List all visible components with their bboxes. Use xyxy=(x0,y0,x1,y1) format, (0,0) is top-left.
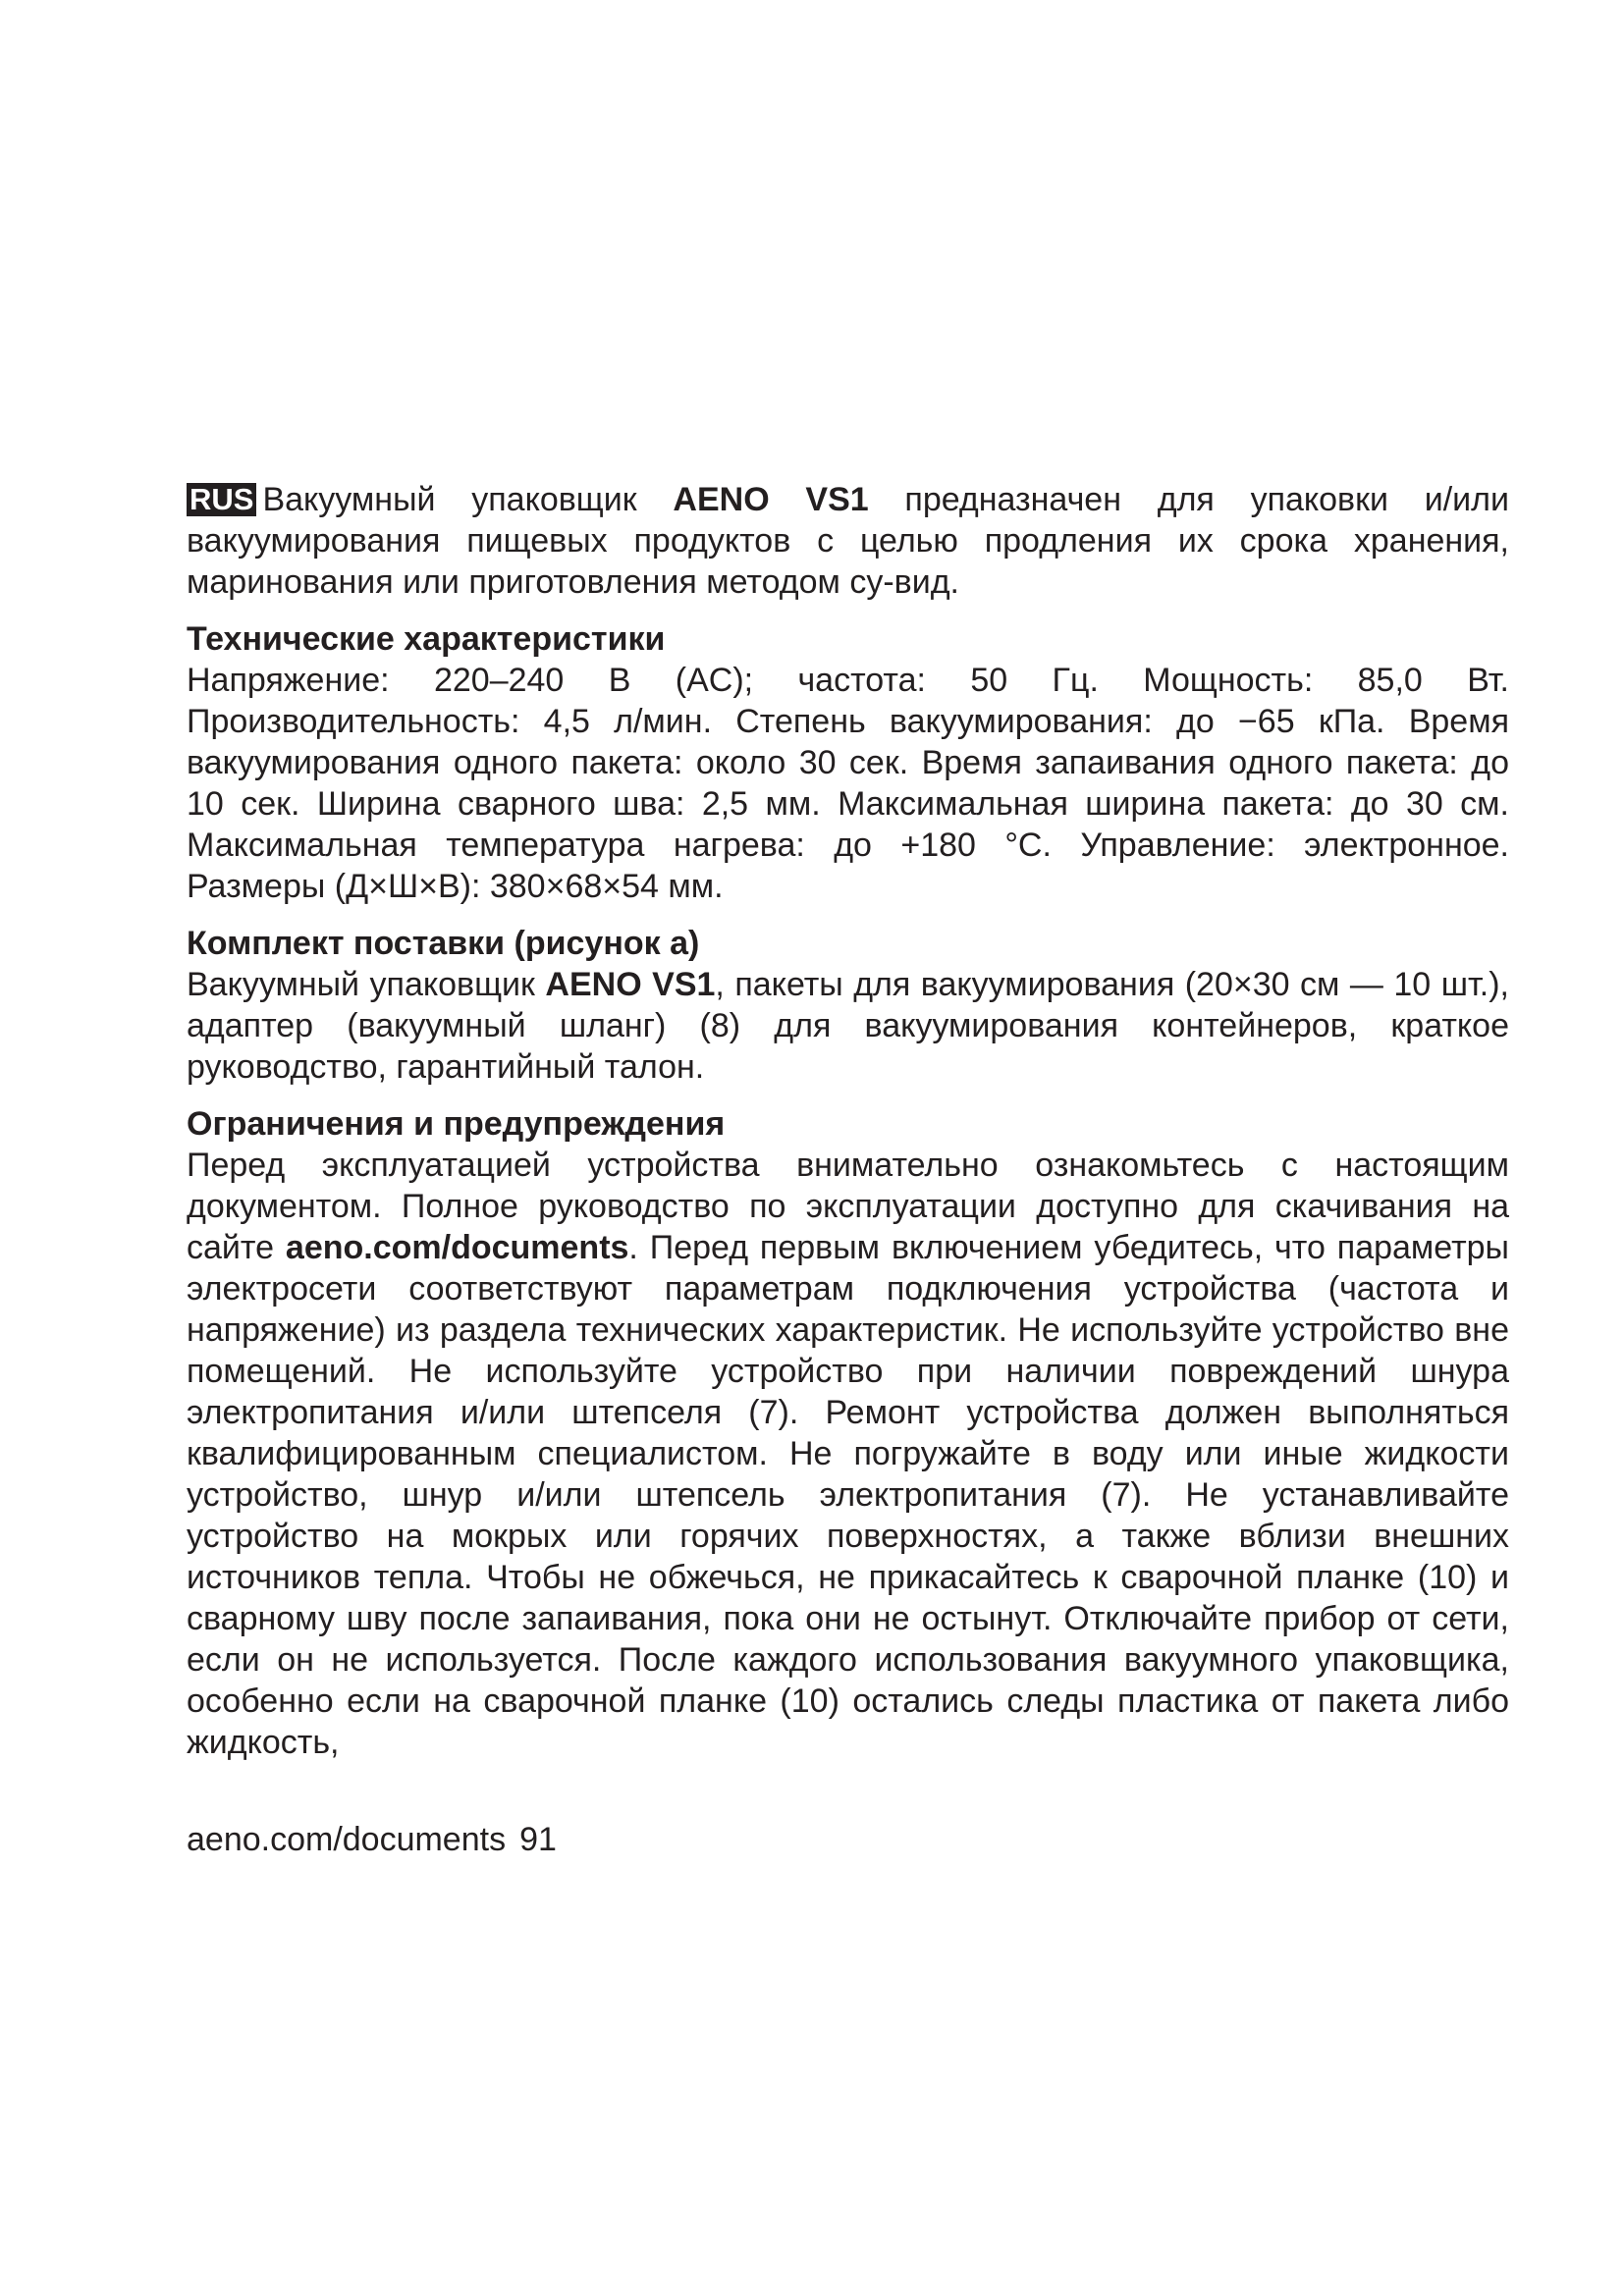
warnings-section xyxy=(187,1103,1509,1763)
intro-product-name: AENO VS1 xyxy=(673,481,869,518)
intro-text-after: предназначен для упаковки и/или вакуумирования пищевых продуктов с целью продления их срока хранения, маринования или приготовления методом су-вид. xyxy=(187,481,1510,601)
page-footer xyxy=(187,1819,557,1860)
package-section xyxy=(187,923,1509,1088)
warnings-text-after: . Перед первым включением убедитесь, что параметры электросети соответствуют параметрам подключения устройства (частота и напряжение) из раздела технических характеристик. Не используйте устройство вне помещений. Не используйте устройство при наличии повреждений шнура электропитания и/или штепселя (7). Ремонт устройства должен выполняться квалифицированным специалистом. Не погружайте в воду или иные жидкости устройство, шнур и/или штепсель электропитания (7). Не устанавливайте устройство на мокрых или горячих поверхностях, а также вблизи внешних источников тепла. Чтобы не обжечься, не прикасайтесь к сварочной планке (10) и сварному шву после запаивания, пока они не остынут. Отключайте прибор от сети, если он не используется. После каждого использования вакуумного упаковщика, особенно если на сварочной планке (10) остались следы пластика от пакета либо жидкость, xyxy=(187,1229,1509,1761)
package-text-before: Вакуумный упаковщик xyxy=(187,966,546,1003)
intro-paragraph xyxy=(187,479,1509,603)
footer-url: aeno.com/documents xyxy=(187,1821,507,1858)
package-product-name: AENO VS1 xyxy=(545,966,716,1003)
warnings-text xyxy=(187,1145,1509,1763)
package-text xyxy=(187,964,1509,1088)
package-text-after: , пакеты для вакуумирования (20×30 см — 10 шт.), адаптер (вакуумный шланг) (8) для вакуумирования контейнеров, краткое руководство, гарантийный талон. xyxy=(187,966,1509,1086)
document-body xyxy=(187,479,1509,1763)
warnings-text-before: Перед эксплуатацией устройства внимательно ознакомьтесь с настоящим документом. Полное руководство по эксплуатации доступно для скачивания на сайте xyxy=(187,1147,1509,1266)
specs-heading: Технические характеристики xyxy=(187,620,666,658)
documents-link[interactable]: aeno.com/documents xyxy=(285,1229,629,1266)
package-heading: Комплект поставки (рисунок a) xyxy=(187,925,700,962)
page-number: 91 xyxy=(519,1821,557,1858)
warnings-heading: Ограничения и предупреждения xyxy=(187,1105,726,1143)
specs-section xyxy=(187,618,1509,907)
specs-text: Напряжение: 220–240 В (AC); частота: 50 Гц. Мощность: 85,0 Вт. Производительность: 4,5 л/мин. Степень вакуумирования: до −65 кПа. Время вакуумирования одного пакета: около 30 сек. Время запаивания одного пакета: до 10 сек. Ширина сварного шва: 2,5 мм. Максимальная ширина пакета: до 30 см. Максимальная температура нагрева: до +180 °C. Управление: электронное. Размеры (Д×Ш×В): 380×68×54 мм. xyxy=(187,662,1509,905)
language-badge: RUS xyxy=(187,483,256,516)
intro-text-before: Вакуумный упаковщик xyxy=(262,481,674,518)
